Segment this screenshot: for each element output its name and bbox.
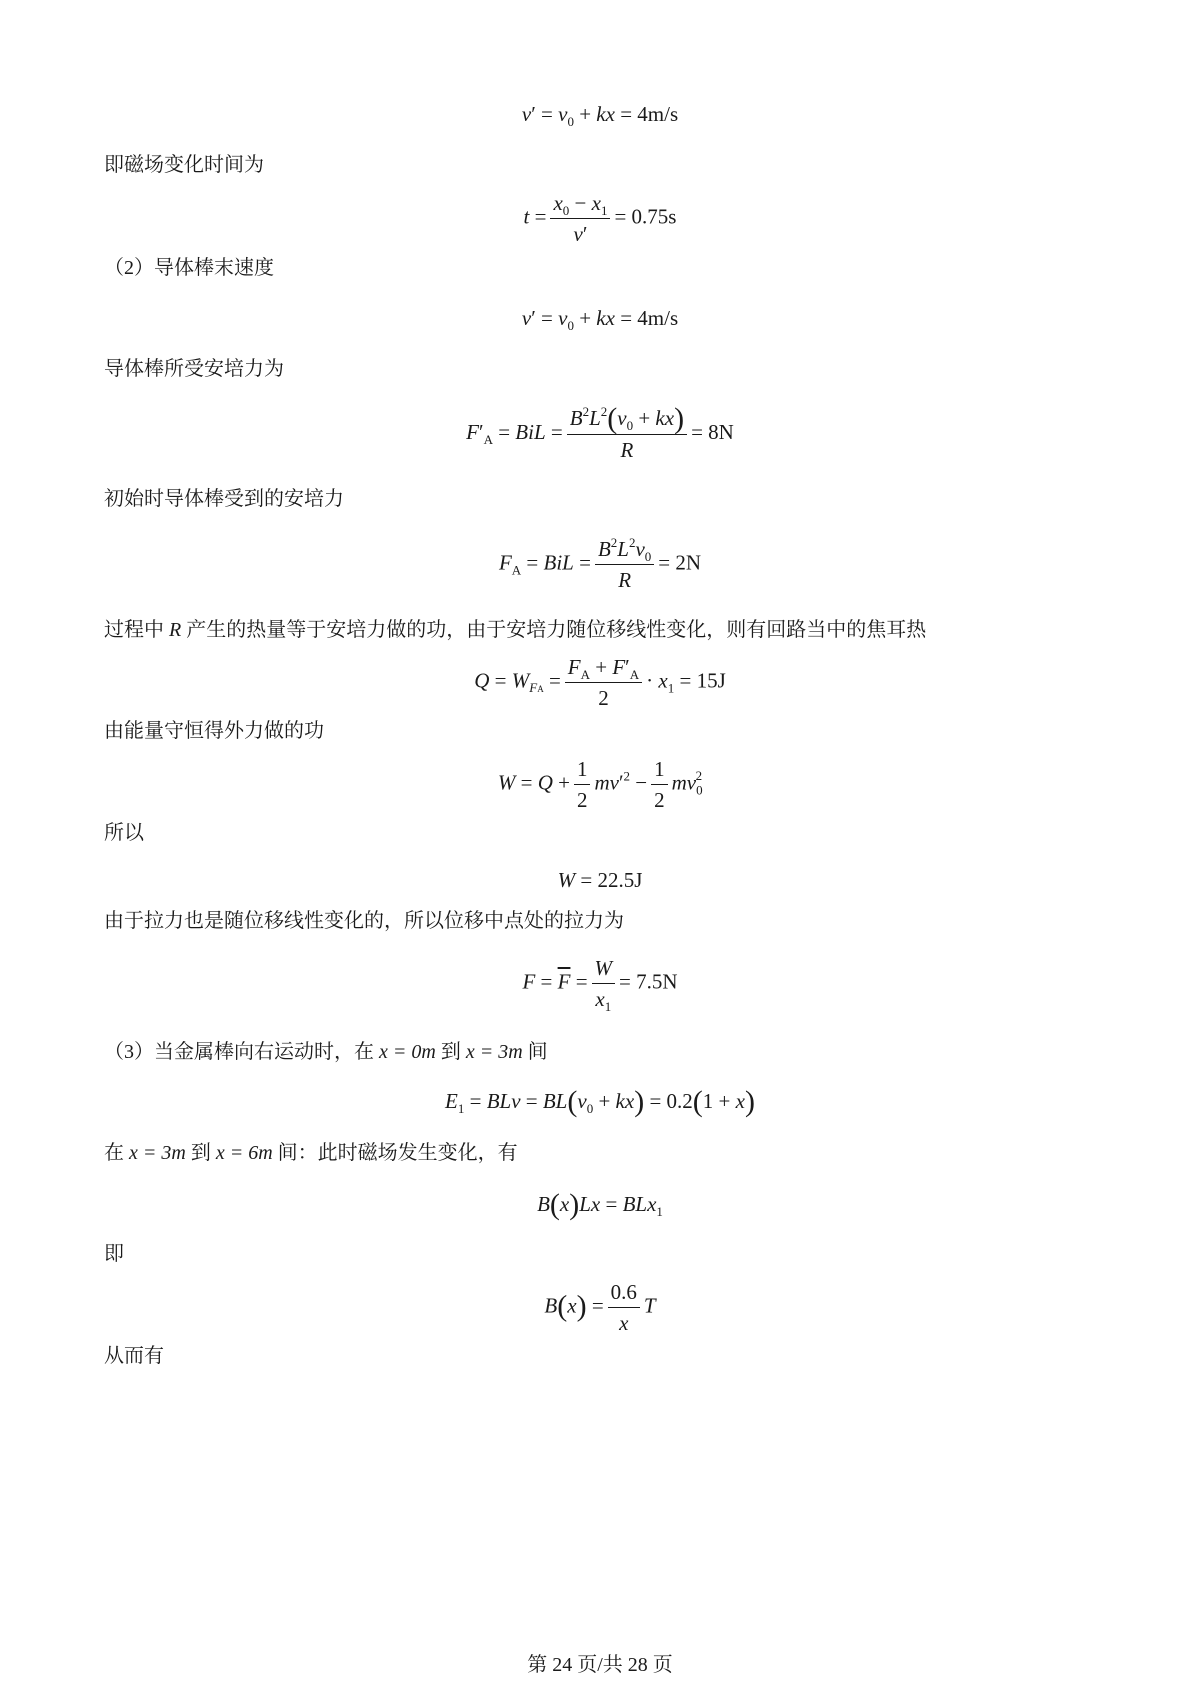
- equation-time: t = $\frac{x_0 - x_1}{v'}$ = 0.75s: [523, 191, 677, 246]
- text-line: 过程中 R 产生的热量等于安培力做的功，由于安培力随位移线性变化，则有回路当中的焦耳热: [104, 619, 927, 641]
- text-line: （3）当金属棒向右运动时，在 x = 0m 到 x = 3m 间: [104, 1041, 548, 1063]
- field-numerator: 0.6: [608, 1279, 640, 1308]
- text-line: 从而有: [104, 1345, 164, 1367]
- time-value: 0.75s: [631, 204, 677, 229]
- text-line: 即: [104, 1243, 124, 1265]
- text-line: 由于拉力也是随位移线性变化的，所以位移中点处的拉力为: [104, 910, 624, 932]
- equation-flux: B(x)Lx = BLx$_1$: [537, 1187, 663, 1221]
- velocity-value: 4m/s: [637, 102, 679, 127]
- text-line: 导体棒所受安培力为: [104, 358, 284, 380]
- equation-work-energy: W = Q + $\frac{1}{2}$ $mv'^2$ − $\frac{1}{2}$ $mv_0^2$: [497, 757, 703, 812]
- equation-ampere-force-final: $F'_A$ = BiL = $\frac{B^2L^2(v_0 + kx)}{R}$ = 8N: [466, 402, 734, 462]
- work-value: 22.5J: [597, 868, 643, 893]
- equation-pull-force: $F = \overline{F}$ = $\frac{W}{x_1}$ = 7.5N: [522, 956, 678, 1014]
- equation-velocity: $v' = v_0$ + kx = 4m/s: [521, 102, 679, 130]
- equation-final-velocity: $v' = v_0$ + kx = 4m/s: [521, 306, 679, 334]
- text-line: （2）导体棒末速度: [104, 257, 274, 279]
- force-value: 2N: [675, 550, 702, 575]
- text-line: 在 x = 3m 到 x = 6m 间：此时磁场发生变化，有: [104, 1142, 518, 1164]
- heat-value: 15J: [696, 668, 726, 693]
- force-value: 8N: [708, 419, 734, 444]
- emf-coefficient: 0.2: [666, 1088, 693, 1113]
- text-line: 所以: [104, 822, 144, 844]
- equation-field: B(x) = $\frac{0.6}{x}$ T: [544, 1280, 656, 1335]
- text-line: 由能量守恒得外力做的功: [104, 720, 324, 742]
- page-footer: 第 24 页/共 28 页: [527, 1654, 673, 1676]
- equation-work-result: W = 22.5J: [557, 868, 643, 893]
- equation-heat: $Q = W_{FA}$ = $\frac{F_A + F'_A}{2}$ · $x_1 = 15J$: [474, 655, 726, 710]
- velocity-value: 4m/s: [637, 306, 679, 331]
- equation-emf: $E_1$ = BLv = $BL(v_0 + kx) = 0.2(1 + x)$: [445, 1084, 755, 1118]
- text-line: 即磁场变化时间为: [104, 154, 264, 176]
- equation-ampere-force-initial: $F_A$ = BiL = $\frac{B^2L^2v_0}{R}$ = 2N: [498, 535, 702, 592]
- text-line: 初始时导体棒受到的安培力: [104, 488, 344, 510]
- pull-force-value: 7.5N: [636, 969, 678, 994]
